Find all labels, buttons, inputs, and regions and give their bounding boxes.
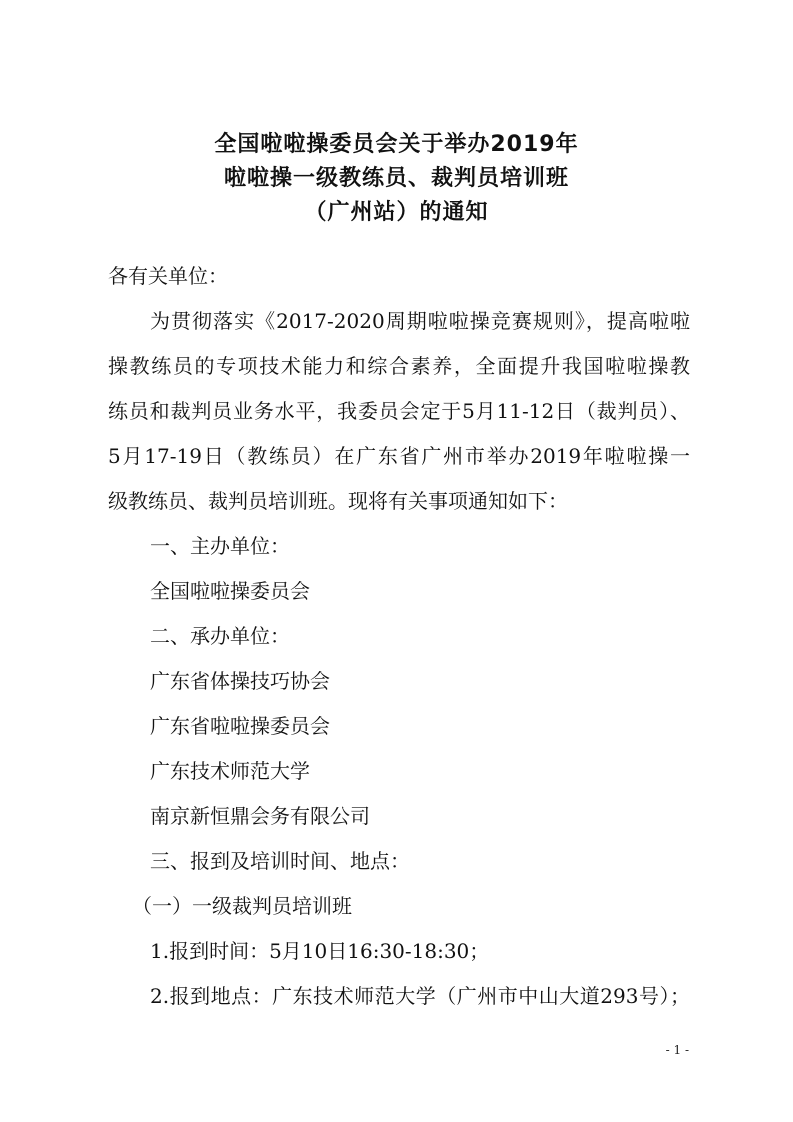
section-3-heading: 三、报到及培训时间、地点：: [150, 849, 410, 873]
intro-line-1: 为贯彻落实《2017-2020周期啦啦操竞赛规则》，提高啦啦: [150, 309, 690, 333]
intro-line-2: 操教练员的专项技术能力和综合素养，全面提升我国啦啦操教: [108, 354, 690, 378]
section-3-item: 1.报到时间：5月10日16:30-18:30；: [150, 939, 490, 963]
section-2-heading: 二、承办单位：: [150, 624, 290, 648]
salutation: 各有关单位：: [108, 264, 228, 288]
title-line-3: （广州站）的通知: [304, 200, 489, 225]
section-3-item: 2.报到地点：广东技术师范大学（广州市中山大道293号）；: [150, 984, 690, 1008]
intro-line-5: 级教练员、裁判员培训班。现将有关事项通知如下：: [108, 489, 568, 513]
title-line-2: 啦啦操一级教练员、裁判员培训班: [223, 166, 569, 191]
section-3-subheading: （一）一级裁判员培训班: [132, 894, 352, 918]
intro-line-4: 5月17-19日（教练员）在广东省广州市举办2019年啦啦操一: [108, 444, 690, 468]
section-2-item: 广东省体操技巧协会: [150, 669, 330, 693]
section-2-item: 广东省啦啦操委员会: [150, 714, 330, 738]
section-2-item: 广东技术师范大学: [150, 759, 310, 783]
section-1-heading: 一、主办单位：: [150, 534, 290, 558]
page-number: - 1 -: [665, 1043, 689, 1057]
title-line-1: 全国啦啦操委员会关于举办2019年: [214, 132, 579, 157]
intro-line-3: 练员和裁判员业务水平，我委员会定于5月11-12日（裁判员）、: [108, 399, 690, 423]
section-2-item: 南京新恒鼎会务有限公司: [150, 804, 370, 828]
section-1-item: 全国啦啦操委员会: [150, 579, 310, 603]
